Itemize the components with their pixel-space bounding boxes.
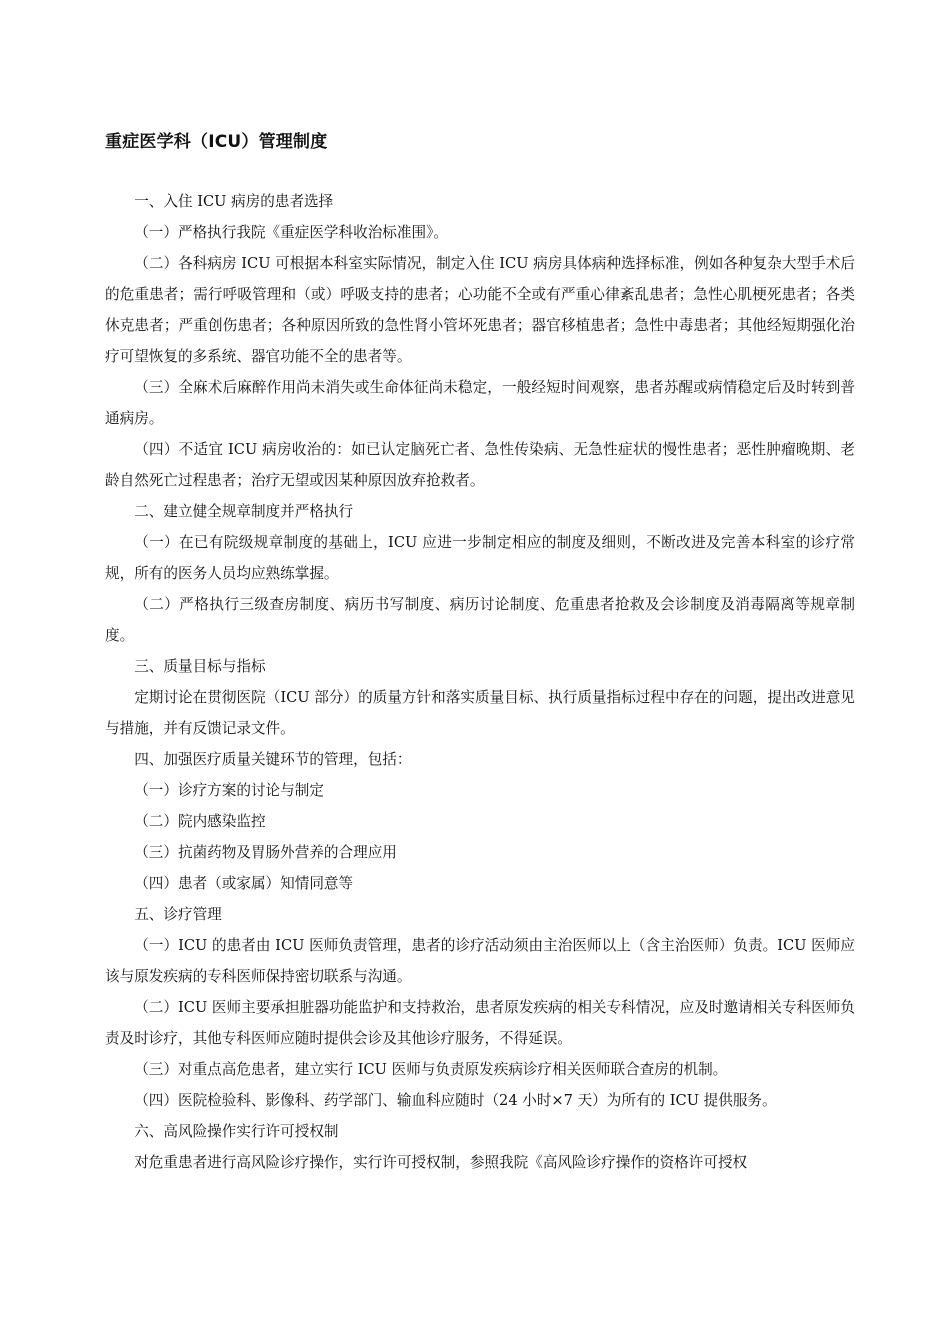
section-heading-1: 一、入住 ICU 病房的患者选择	[134, 193, 334, 210]
section-heading-2: 二、建立健全规章制度并严格执行	[134, 503, 354, 520]
paragraph: （三）对重点高危患者，建立实行 ICU 医师与负责原发疾病诊疗相关医师联合查房的机制。	[134, 1061, 728, 1078]
list-item: （一）诊疗方案的讨论与制定	[134, 782, 324, 799]
paragraph: （一）在已有院级规章制度的基础上，ICU 应进一步制定相应的制度及细则，不断改进及完善本科室的诊疗常规，所有的医务人员均应熟练掌握。	[105, 534, 855, 582]
paragraph: （二）ICU 医师主要承担脏器功能监护和支持救治，患者原发疾病的相关专科情况，应及时邀请相关专科医师负责及时诊疗，其他专科医师应随时提供会诊及其他诊疗服务，不得延误。	[105, 999, 855, 1047]
list-item: （四）患者（或家属）知情同意等	[134, 875, 354, 892]
section-heading-3: 三、质量目标与指标	[134, 658, 266, 675]
section-heading-5: 五、诊疗管理	[134, 906, 222, 923]
section-heading-6: 六、高风险操作实行许可授权制	[134, 1123, 339, 1140]
paragraph: （一）ICU 的患者由 ICU 医师负责管理，患者的诊疗活动须由主治医师以上（含主治医师）负责。ICU 医师应该与原发疾病的专科医师保持密切联系与沟通。	[105, 937, 855, 985]
list-item: （二）院内感染监控	[134, 813, 266, 830]
paragraph: 定期讨论在贯彻医院（ICU 部分）的质量方针和落实质量目标、执行质量指标过程中存在的问题，提出改进意见与措施，并有反馈记录文件。	[105, 689, 855, 737]
paragraph: （一）严格执行我院《重症医学科收治标准围》。	[134, 224, 448, 241]
document-title: 重症医学科（ICU）管理制度	[105, 132, 328, 152]
list-item: （三）抗菌药物及胃肠外营养的合理应用	[134, 844, 397, 861]
document-body	[105, 186, 855, 1178]
paragraph: （二）各科病房 ICU 可根据本科室实际情况，制定入住 ICU 病房具体病种选择标准，例如各种复杂大型手术后的危重患者；需行呼吸管理和（或）呼吸支持的患者；心功能不全或有严重心律紊乱患者；急性心肌梗死患者；各类休克患者；严重创伤患者；各种原因所致的急性肾小管坏死患者；器官移植患者；急性中毒患者；其他经短期强化治疗可望恢复的多系统、器官功能不全的患者等。	[105, 255, 855, 365]
paragraph: （二）严格执行三级查房制度、病历书写制度、病历讨论制度、危重患者抢救及会诊制度及消毒隔离等规章制度。	[105, 596, 855, 644]
paragraph: （四）不适宜 ICU 病房收治的：如已认定脑死亡者、急性传染病、无急性症状的慢性患者；恶性肿瘤晚期、老龄自然死亡过程患者；治疗无望或因某种原因放弃抢救者。	[105, 441, 855, 489]
section-heading-4: 四、加强医疗质量关键环节的管理，包括：	[134, 751, 412, 768]
paragraph: 对危重患者进行高风险诊疗操作，实行许可授权制，参照我院《高风险诊疗操作的资格许可授权	[134, 1154, 748, 1171]
paragraph: （三）全麻术后麻醉作用尚未消失或生命体征尚未稳定，一般经短时间观察，患者苏醒或病情稳定后及时转到普通病房。	[105, 379, 855, 427]
paragraph: （四）医院检验科、影像科、药学部门、输血科应随时（24 小时×7 天）为所有的 ICU 提供服务。	[134, 1092, 777, 1109]
